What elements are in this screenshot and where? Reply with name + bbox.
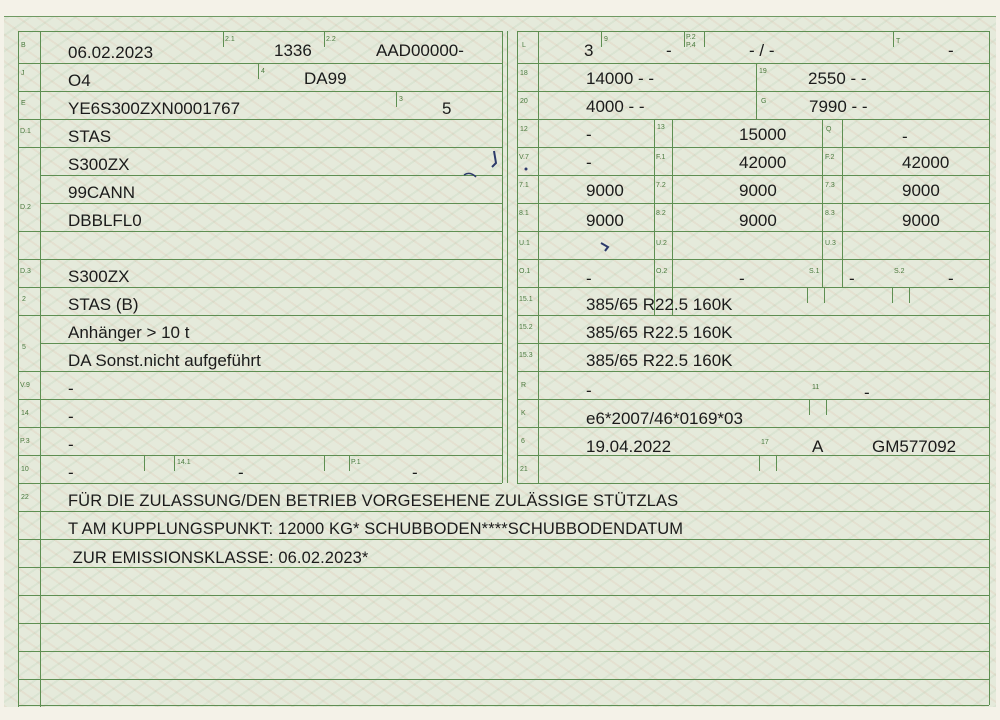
field-label: 15.2 xyxy=(519,324,533,331)
field-10: - xyxy=(68,463,74,482)
field-label: 8.1 xyxy=(519,210,529,217)
remark-line xyxy=(18,679,989,680)
row-line xyxy=(517,203,989,204)
col-line xyxy=(349,455,350,471)
axle-load-7-3: 9000 xyxy=(902,181,940,200)
field-label: P.2 xyxy=(686,34,696,41)
field-label: 12 xyxy=(520,126,528,133)
displacement: - xyxy=(412,463,418,482)
axles-count: 3 xyxy=(584,41,594,60)
body-type: DA Sonst.nicht aufgeführt xyxy=(68,351,261,370)
col-line xyxy=(324,455,325,471)
col-line xyxy=(18,31,19,707)
tyre-15-2: 385/65 R22.5 160K xyxy=(586,323,733,342)
colour: - xyxy=(586,381,592,400)
emission-note: - xyxy=(68,407,74,426)
field-label: 15.3 xyxy=(519,352,533,359)
row-line xyxy=(40,343,502,344)
remark-line-1: FÜR DIE ZULASSUNG/DEN BETRIEB VORGESEHENE ZULÄSSIGE STÜTZLAS xyxy=(68,492,679,510)
col-line xyxy=(672,119,673,315)
driven-axles: - xyxy=(666,41,672,60)
field-label: U.2 xyxy=(656,240,667,247)
field-label: 18 xyxy=(520,70,528,77)
field-11: - xyxy=(864,383,870,402)
field-label: 2.1 xyxy=(225,36,235,43)
co2: - xyxy=(586,153,592,172)
row-line xyxy=(517,483,989,484)
row-line xyxy=(18,315,502,316)
emission-class: - xyxy=(68,379,74,398)
col-line xyxy=(517,31,518,483)
col-line xyxy=(909,287,910,303)
row-line xyxy=(18,147,502,148)
field-17: A xyxy=(812,437,824,456)
field-label: 8.3 xyxy=(825,210,835,217)
row-line xyxy=(517,343,989,344)
col-line xyxy=(893,31,894,47)
field-label: 20 xyxy=(520,98,528,105)
row-line xyxy=(18,427,502,428)
vehicle-category: Anhänger > 10 t xyxy=(68,323,190,342)
row-line xyxy=(517,259,989,260)
col-line xyxy=(223,31,224,47)
field-label: D.1 xyxy=(20,128,31,135)
field-label: 7.3 xyxy=(825,182,835,189)
field-label: E xyxy=(21,100,26,107)
col-line xyxy=(502,31,503,483)
row-line xyxy=(18,231,502,232)
field-label: 7.2 xyxy=(656,182,666,189)
remark-line xyxy=(18,705,989,706)
row-line xyxy=(517,231,989,232)
fuel-type: - xyxy=(68,435,74,454)
col-line xyxy=(507,31,508,483)
row-line xyxy=(18,483,502,484)
row-line xyxy=(18,371,502,372)
field-label: G xyxy=(761,98,767,105)
row-line xyxy=(517,175,989,176)
power-rpm: - / - xyxy=(749,41,775,60)
field-label: K xyxy=(521,410,526,417)
power-weight-ratio: - xyxy=(902,127,908,146)
remark-line-3: ZUR EMISSIONSKLASSE: 06.02.2023* xyxy=(68,549,369,567)
empty-mass: 7990 - - xyxy=(809,97,868,116)
field-label: F.2 xyxy=(825,154,835,161)
height: 4000 - - xyxy=(586,97,645,116)
vin: YE6S300ZXN0001767 xyxy=(68,99,241,118)
max-speed: - xyxy=(948,41,954,60)
max-mass-f2: 42000 xyxy=(902,153,950,172)
axle-load-8-2: 9000 xyxy=(739,211,777,230)
field-14-1: - xyxy=(238,463,244,482)
col-line xyxy=(258,63,259,79)
field-label: D.3 xyxy=(20,268,31,275)
col-line xyxy=(842,119,843,287)
remark-line xyxy=(18,595,989,596)
row-line xyxy=(18,455,502,456)
field-label: D.2 xyxy=(20,204,31,211)
version: DBBLFL0 xyxy=(68,211,142,230)
field-label: P.4 xyxy=(686,42,696,49)
tank-volume: - xyxy=(586,125,592,144)
row-line xyxy=(517,371,989,372)
col-line xyxy=(684,31,685,47)
row-line xyxy=(517,147,989,148)
remark-line xyxy=(18,539,989,540)
col-line xyxy=(396,91,397,107)
col-line xyxy=(40,31,41,707)
row-line xyxy=(40,175,502,176)
check-digit: 5 xyxy=(442,99,452,118)
certificate-number: GM577092 xyxy=(872,437,957,456)
row-line xyxy=(18,63,502,64)
field-label: T xyxy=(896,38,901,45)
axle-load-8-3: 9000 xyxy=(902,211,940,230)
axle-load-7-1: 9000 xyxy=(586,181,624,200)
axle-load-7-2: 9000 xyxy=(739,181,777,200)
max-mass-f1: 42000 xyxy=(739,153,787,172)
tyre-15-3: 385/65 R22.5 160K xyxy=(586,351,733,370)
row-line xyxy=(517,91,989,92)
field-label: Q xyxy=(826,126,832,133)
field-label: S.1 xyxy=(809,268,820,275)
field-label: 22 xyxy=(21,494,29,501)
field-label: O.2 xyxy=(656,268,668,275)
row-line xyxy=(517,63,989,64)
manufacturer-code: 1336 xyxy=(274,41,312,60)
manufacturer-name: STAS (B) xyxy=(68,295,139,314)
ink-mark xyxy=(456,147,536,187)
width: 2550 - - xyxy=(808,69,867,88)
col-line xyxy=(989,483,990,705)
body-code: DA99 xyxy=(304,69,347,88)
axle-load-8-1: 9000 xyxy=(586,211,624,230)
row-line xyxy=(18,31,502,32)
tyre-15-1: 385/65 R22.5 160K xyxy=(586,295,733,314)
field-label: 13 xyxy=(657,124,665,131)
remark-line xyxy=(18,623,989,624)
col-line xyxy=(324,31,325,47)
col-line xyxy=(989,31,990,483)
col-line xyxy=(654,119,655,315)
remark-line-2: T AM KUPPLUNGSPUNKT: 12000 KG* SCHUBBODEN****SCHUBBODENDATUM xyxy=(68,520,684,538)
field-label: F.1 xyxy=(656,154,666,161)
field-label: S.2 xyxy=(894,268,905,275)
field-label: U.3 xyxy=(825,240,836,247)
field-label: 2.2 xyxy=(326,36,336,43)
field-label: R xyxy=(521,382,527,389)
type-code: AAD00000- xyxy=(376,41,464,60)
field-label: 3 xyxy=(399,96,403,103)
col-line xyxy=(807,287,808,303)
seats-s1: - xyxy=(849,269,855,288)
row-line xyxy=(517,31,989,32)
field-label: B xyxy=(21,42,26,49)
trailer-load-o2: - xyxy=(739,269,745,288)
field-label: 2 xyxy=(22,296,26,303)
registration-document xyxy=(4,16,996,707)
variant: 99CANN xyxy=(68,183,136,202)
trailer-load-o1: - xyxy=(586,269,592,288)
field-label: 19 xyxy=(759,68,767,75)
row-line xyxy=(18,399,502,400)
col-line xyxy=(144,455,145,471)
col-line xyxy=(824,287,825,303)
col-line xyxy=(174,455,175,471)
col-line xyxy=(601,31,602,47)
field-label: 7.1 xyxy=(519,182,529,189)
field-label: 14 xyxy=(21,410,29,417)
col-line xyxy=(822,119,823,287)
row-line xyxy=(18,259,502,260)
mass-13: 15000 xyxy=(739,125,787,144)
row-line xyxy=(18,91,502,92)
field-label: 14.1 xyxy=(177,459,191,466)
type: S300ZX xyxy=(68,155,130,174)
standing-s2: - xyxy=(948,269,954,288)
field-label: V.7 xyxy=(519,154,529,161)
col-line xyxy=(776,455,777,471)
field-label: 15.1 xyxy=(519,296,533,303)
field-label: 17 xyxy=(761,439,769,446)
col-line xyxy=(538,31,539,483)
commercial-name: S300ZX xyxy=(68,267,130,286)
remark-line xyxy=(18,651,989,652)
field-label: 10 xyxy=(21,466,29,473)
field-label: U.1 xyxy=(519,240,530,247)
field-label: L xyxy=(522,42,526,49)
col-line xyxy=(704,31,705,47)
col-line xyxy=(892,287,893,303)
field-label: 21 xyxy=(520,466,528,473)
ink-mark xyxy=(598,239,618,253)
field-label: J xyxy=(21,70,25,77)
col-line xyxy=(759,455,760,471)
row-line xyxy=(517,315,989,316)
field-label: P.3 xyxy=(20,438,30,445)
field-label: P.1 xyxy=(351,459,361,466)
row-line xyxy=(18,119,502,120)
field-label: 6 xyxy=(521,438,525,445)
row-line xyxy=(517,119,989,120)
col-line xyxy=(826,399,827,415)
field-label: 4 xyxy=(261,68,265,75)
field-label: V.9 xyxy=(20,382,30,389)
date-first-registration: 06.02.2023 xyxy=(68,43,154,62)
field-label: 5 xyxy=(22,344,26,351)
type-approval-number: e6*2007/46*0169*03 xyxy=(586,409,743,428)
row-line xyxy=(40,203,502,204)
field-label: 8.2 xyxy=(656,210,666,217)
approval-date: 19.04.2022 xyxy=(586,437,672,456)
field-label: 11 xyxy=(812,384,820,391)
col-line xyxy=(809,399,810,415)
row-line xyxy=(18,287,502,288)
remark-line xyxy=(18,511,989,512)
field-label: 9 xyxy=(604,36,608,43)
make: STAS xyxy=(68,127,112,146)
field-label: O.1 xyxy=(519,268,531,275)
length: 14000 - - xyxy=(586,69,655,88)
vehicle-class: O4 xyxy=(68,71,91,90)
col-line xyxy=(756,63,757,119)
